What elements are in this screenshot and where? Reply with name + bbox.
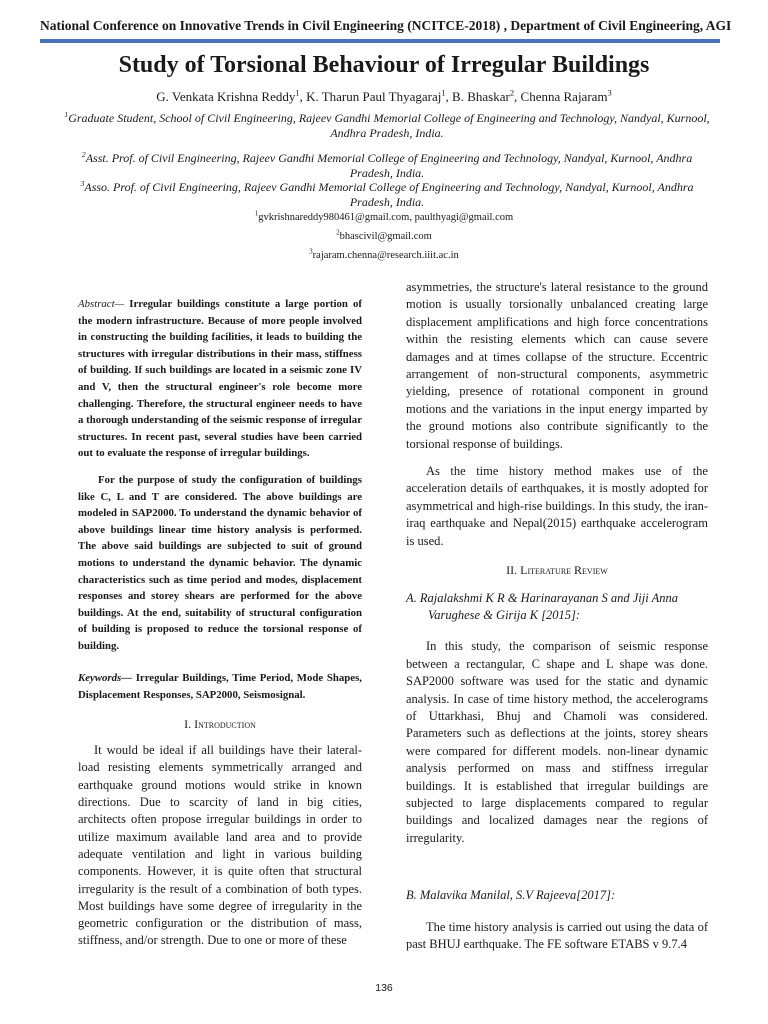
keywords-lead: Keywords— — [78, 672, 132, 685]
affiliation-text: Asst. Prof. of Civil Engineering, Rajeev Gandhi Memorial College of Engineering and Technology, Nandyal, Kurnool, Andhra Pradesh, India. — [85, 151, 693, 180]
affiliation-sup: 2 — [81, 150, 86, 159]
paper-title: Study of Torsional Behaviour of Irregular Buildings — [118, 52, 650, 78]
email-text: bhascivil@gmail.com — [339, 231, 432, 242]
keywords-text: Irregular Buildings, Time Period, Mode Shapes, Displacement Responses, SAP2000, Seismosignal. — [78, 672, 362, 702]
author-name: K. Tharun Paul Thyagaraj — [306, 89, 442, 104]
email-2 — [0, 231, 768, 242]
email-text: rajaram.chenna@research.iiit.ac.in — [312, 250, 459, 261]
email-text: gvkrishnareddy980461@gmail.com, paulthyagi@gmail.com — [258, 212, 514, 223]
email-1 — [0, 212, 768, 223]
literature-review-heading: II. Literature Review — [506, 563, 608, 578]
header-rule — [40, 39, 720, 43]
author-sup: 1 — [441, 87, 446, 98]
abstract-paragraph-1: Irregular buildings constitute a large portion of the modern infrastructure. Because of more people involved in constructing the building facilities, it leads to building the structures with irregular distributions in their mass, stiffness of building. If such buildings are located in a seismic zone IV and V, then the structural engineer's role become more challenging. Therefore, the structural engineer needs to have a thorough understanding of the seismic response of irregular structures. In recent past, several studies have been carried out to evaluate the response of irregular buildings. — [78, 298, 362, 460]
subsection-b-heading: B. Malavika Manilal, S.V Rajeeva[2017]: — [406, 888, 616, 903]
conference-header: National Conference on Innovative Trends in Civil Engineering (NCITCE-2018) , Department of Civil Engineering, AGI — [40, 18, 732, 33]
affiliation-text: Graduate Student, School of Civil Engineering, Rajeev Gandhi Memorial College of Engineering and Technology, Nandyal, Kurnool, Andhra Pradesh, India. — [68, 111, 710, 140]
author-sup: 2 — [509, 87, 515, 98]
right-column — [406, 279, 708, 953]
author-name: B. Bhaskar — [452, 89, 510, 104]
left-column — [78, 296, 362, 950]
subsection-a-heading: A. Rajalakshmi K R & Harinarayanan S and Jiji Anna Varughese & Girija K [2015]: — [406, 590, 678, 622]
email-sup: 1 — [254, 210, 259, 218]
author-list: G. Venkata Krishna Reddy$^1$, K. Tharun Paul Thyagaraj$^1$, B. Bhaskar$^2$, Chenna Rajaram$^3$ — [156, 87, 612, 104]
abstract-lead: Abstract— — [78, 298, 125, 310]
author-sup: 3 — [607, 87, 612, 98]
abstract — [78, 296, 362, 654]
abstract-paragraph-2: For the purpose of study the configuration of buildings like C, L and T are considered. The above buildings are modeled in SAP2000. To understand the dynamic behavior of above buildings linear time history analysis is performed. The above said buildings are subjected to suit of ground motions to understand the dynamic behavior. The dynamic characteristics such as time period and modes, displacement responses and storey shears are performed for the above buildings. At the end, suitability of structural configuration of building is proposed to reduce the torsional response of building. — [78, 473, 362, 652]
introduction-heading: I. Introduction — [184, 716, 256, 731]
introduction-paragraph: It would be ideal if all buildings have their lateral-load resisting elements symmetrically arranged and earthquake ground motions would strike in known directions. Due to scarcity of land in big cities, architects often propose irregular buildings in order to utilize maximum available land area and to provide adequate ventilation and light in various building components. However, it is quite often that structural irregularity is the result of a combination of both types. Most buildings have some degree of irregularity in the geometric configuration or the distribution of mass, stiffness, and/or strength. Due to one or more of these — [78, 743, 362, 948]
affiliation-sup: 1 — [64, 110, 69, 119]
author-sup: 1 — [295, 87, 300, 98]
affiliation-1 — [62, 111, 712, 141]
affiliation-sup: 3 — [80, 179, 85, 188]
author-name: Chenna Rajaram — [520, 89, 608, 104]
introduction-body — [78, 742, 362, 950]
email-sup: 2 — [336, 229, 340, 237]
time-history-paragraph: As the time history method makes use of the acceleration details of earthquakes, it is mostly adopted for asymmetrical and high-rise buildings. In this study, the iran-iraq earthquake and Nepal(2015) earthquake accelerogram is used. — [406, 464, 708, 548]
affiliation-2 — [62, 151, 712, 181]
subsection-a-paragraph: In this study, the comparison of seismic response between a rectangular, C shape and L shape was done. SAP2000 software was used for the static and dynamic analysis. In case of time history method, the accelerograms of Uttarkhasi, Bhuj and Chamoli was considered. Parameters such as deflections at the joints, storey shears were compared for different models. non-linear dynamic analysis performed on mass and stiffness irregular buildings. It is established that irregular buildings are subjected to large displacements compared to regular buildings and localized damages near the regions of irregularity. — [406, 639, 708, 845]
subsection-b-paragraph: The time history analysis is carried out using the data of past BHUJ earthquake. The FE software ETABS v 9.7.4 — [406, 919, 708, 951]
email-3 — [0, 250, 768, 261]
keywords — [78, 670, 362, 703]
affiliation-3 — [62, 180, 712, 210]
affiliation-text: Asso. Prof. of Civil Engineering, Rajeev Gandhi Memorial College of Engineering and Technology, Nandyal, Kurnool, Andhra Pradesh, India. — [84, 180, 694, 209]
email-sup: 3 — [309, 248, 313, 256]
continuation-paragraph: asymmetries, the structure's lateral resistance to the ground motion is usually torsionally unbalanced creating large displacement amplifications and high force concentrations within the resisting elements which can cause severe damages and at times collapse of the structure. Eccentric arrangement of non-structural components, asymmetric yielding, presence of rotational component in ground motions and the variations in the input energy imparted by the ground motions also contribute significantly to the torsional response of buildings. — [406, 280, 708, 451]
author-name: G. Venkata Krishna Reddy — [156, 89, 296, 104]
page-number: 136 — [375, 982, 393, 994]
